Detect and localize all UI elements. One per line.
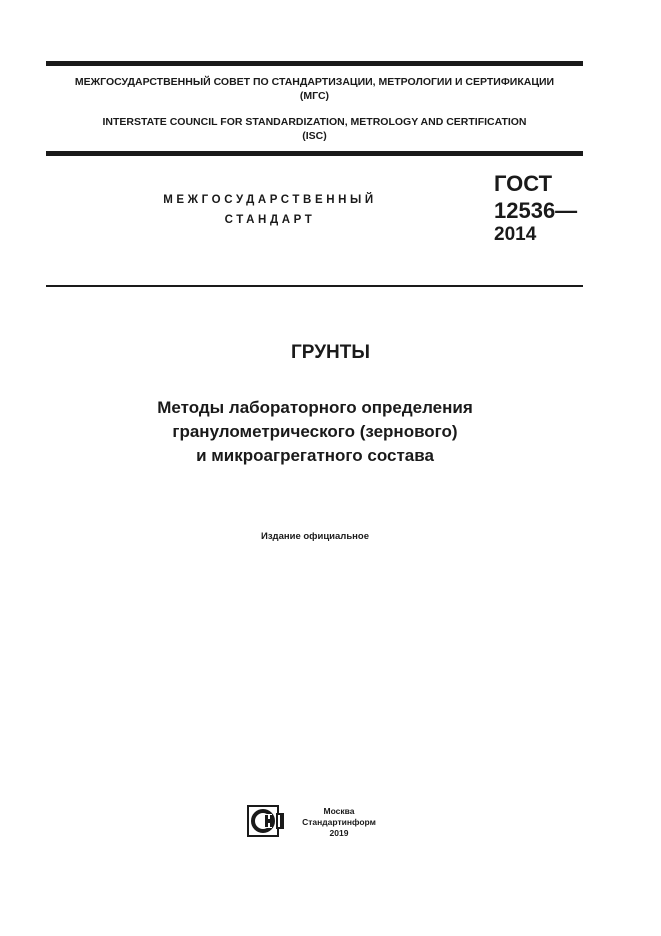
publisher-city: Москва	[323, 806, 355, 816]
council-name-en-line1: INTERSTATE COUNCIL FOR STANDARDIZATION, METROLOGY AND CERTIFICATION	[102, 116, 527, 128]
publisher-year: 2019	[329, 828, 349, 838]
council-abbr-en: (ISC)	[302, 130, 327, 142]
standard-type	[140, 190, 400, 230]
top-rule	[46, 61, 583, 66]
subtitle-line2: гранулометрического (зернового)	[172, 422, 458, 441]
designation-number: 12536—	[494, 198, 578, 223]
subtitle-line3: и микроагрегатного состава	[196, 446, 434, 465]
council-abbr-ru: (МГС)	[299, 90, 330, 102]
council-name-ru-line1: МЕЖГОСУДАРСТВЕННЫЙ СОВЕТ ПО СТАНДАРТИЗАЦИИ, МЕТРОЛОГИИ И СЕРТИФИКАЦИИ	[74, 76, 555, 88]
standard-type-line1: МЕЖГОСУДАРСТВЕННЫЙ	[163, 194, 377, 206]
header-bottom-rule	[46, 151, 583, 156]
standard-designation	[494, 170, 577, 246]
document-title: ГРУНТЫ	[291, 342, 370, 363]
council-name-ru	[46, 75, 583, 103]
council-name-en	[46, 115, 583, 143]
subtitle-line1: Методы лабораторного определения	[157, 398, 473, 417]
standard-type-line2: СТАНДАРТ	[224, 214, 316, 226]
edition-note: Издание официальное	[261, 531, 369, 542]
document-subtitle	[0, 396, 630, 468]
designation-prefix: ГОСТ	[494, 171, 553, 196]
publisher-name: Стандартинформ	[302, 817, 376, 827]
designation-year: 2014	[494, 224, 537, 245]
designation-bottom-rule	[46, 285, 583, 287]
standartinform-logo-icon	[247, 805, 285, 837]
publisher-block	[300, 806, 378, 839]
